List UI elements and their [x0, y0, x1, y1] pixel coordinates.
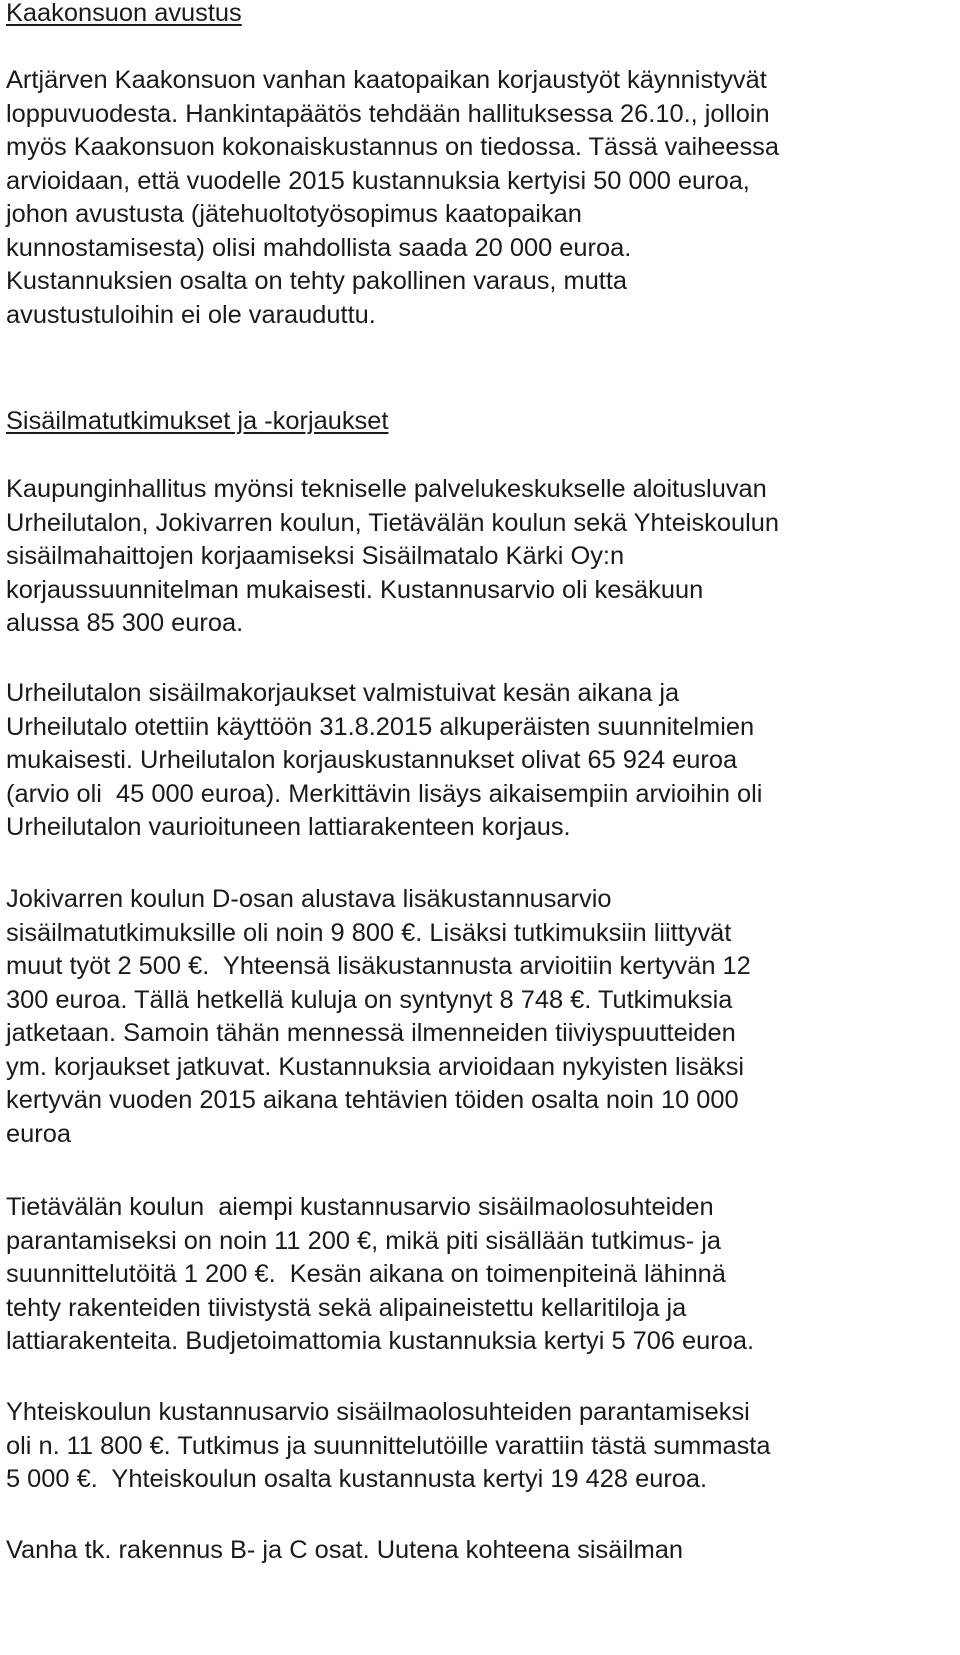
text-line: tehty rakenteiden tiivistystä sekä alipaineistettu kellaritiloja ja	[6, 1293, 687, 1322]
section-heading-sisailmatutkimukset: Sisäilmatutkimukset ja -korjaukset	[6, 407, 389, 435]
section-heading-kaakonsuon-avustus: Kaakonsuon avustus	[6, 0, 242, 27]
text-line: euroa	[6, 1119, 71, 1148]
text-line: Urheilutalon vaurioituneen lattiarakenteen korjaus.	[6, 813, 571, 841]
text-line: lattiarakenteita. Budjetoimattomia kustannuksia kertyi 5 706 euroa.	[6, 1327, 755, 1355]
text-line: (arvio oli 45 000 euroa). Merkittävin lisäys aikaisempiin arvioihin oli	[6, 779, 763, 808]
text-line: muut työt 2 500 €. Yhteensä lisäkustannusta arvioitiin kertyvän 12	[6, 952, 751, 980]
text-line: loppuvuodesta. Hankintapäätös tehdään hallituksessa 26.10., jolloin	[6, 99, 770, 128]
text-line: Kustannuksien osalta on tehty pakollinen varaus, mutta	[6, 267, 628, 295]
paragraph-tietavalan-koulu	[6, 1191, 754, 1359]
text-line: Urheilutalon sisäilmakorjaukset valmistuivat kesän aikana ja	[6, 679, 680, 707]
text-line: avustustuloihin ei ole varauduttu.	[6, 300, 376, 329]
text-line: suunnittelutöitä 1 200 €. Kesän aikana on toimenpiteinä lähinnä	[6, 1260, 726, 1288]
paragraph-jokivarren-koulu	[6, 883, 751, 1151]
text-line: kertyvän vuoden 2015 aikana tehtävien töiden osalta noin 10 000	[6, 1086, 739, 1114]
paragraph-kaakonsuon	[6, 64, 779, 332]
text-line: arvioidaan, että vuodelle 2015 kustannuksia kertyisi 50 000 euroa,	[6, 166, 750, 195]
text-line: 300 euroa. Tällä hetkellä kuluja on syntynyt 8 748 €. Tutkimuksia	[6, 985, 733, 1014]
text-line: Jokivarren koulun D-osan alustava lisäkustannusarvio	[6, 885, 612, 913]
text-line: Tietävälän koulun aiempi kustannusarvio sisäilmaolosuhteiden	[6, 1193, 714, 1221]
paragraph-urheilutalo	[6, 677, 762, 845]
text-line: Kaupunginhallitus myönsi tekniselle palvelukeskukselle aloitusluvan	[6, 475, 767, 503]
text-line: Yhteiskoulun kustannusarvio sisäilmaolosuhteiden parantamiseksi	[6, 1398, 750, 1426]
paragraph-aloituslupa	[6, 473, 779, 641]
text-line: parantamiseksi on noin 11 200 €, mikä piti sisällään tutkimus- ja	[6, 1226, 722, 1255]
text-line: 5 000 €. Yhteiskoulun osalta kustannusta kertyi 19 428 euroa.	[6, 1465, 708, 1493]
text-line: jatketaan. Samoin tähän mennessä ilmenneiden tiiviyspuutteiden	[6, 1019, 736, 1047]
paragraph-vanha-tk-rakennus	[6, 1534, 683, 1568]
text-line: sisäilmahaittojen korjaamiseksi Sisäilmatalo Kärki Oy:n	[6, 542, 625, 570]
text-line: alussa 85 300 euroa.	[6, 609, 244, 637]
text-line: Vanha tk. rakennus B- ja C osat. Uutena kohteena sisäilman	[6, 1536, 683, 1564]
paragraph-yhteiskoulu	[6, 1396, 770, 1497]
text-line: oli n. 11 800 €. Tutkimus ja suunnittelutöille varattiin tästä summasta	[6, 1431, 771, 1460]
text-line: mukaisesti. Urheilutalon korjauskustannukset olivat 65 924 euroa	[6, 746, 738, 774]
text-line: ym. korjaukset jatkuvat. Kustannuksia arvioidaan nykyisten lisäksi	[6, 1052, 745, 1081]
text-line: johon avustusta (jätehuoltotyösopimus kaatopaikan	[6, 200, 582, 228]
text-line: sisäilmatutkimuksille oli noin 9 800 €. Lisäksi tutkimuksiin liittyvät	[6, 918, 732, 947]
text-line: Artjärven Kaakonsuon vanhan kaatopaikan korjaustyöt käynnistyvät	[6, 66, 767, 94]
text-line: Urheilutalo otettiin käyttöön 31.8.2015 alkuperäisten suunnitelmien	[6, 712, 755, 741]
text-line: kunnostamisesta) olisi mahdollista saada 20 000 euroa.	[6, 233, 632, 262]
text-line: korjaussuunnitelman mukaisesti. Kustannusarvio oli kesäkuun	[6, 575, 704, 604]
text-line: myös Kaakonsuon kokonaiskustannus on tiedossa. Tässä vaiheessa	[6, 133, 780, 161]
text-line: Urheilutalon, Jokivarren koulun, Tietävälän koulun sekä Yhteiskoulun	[6, 508, 780, 537]
